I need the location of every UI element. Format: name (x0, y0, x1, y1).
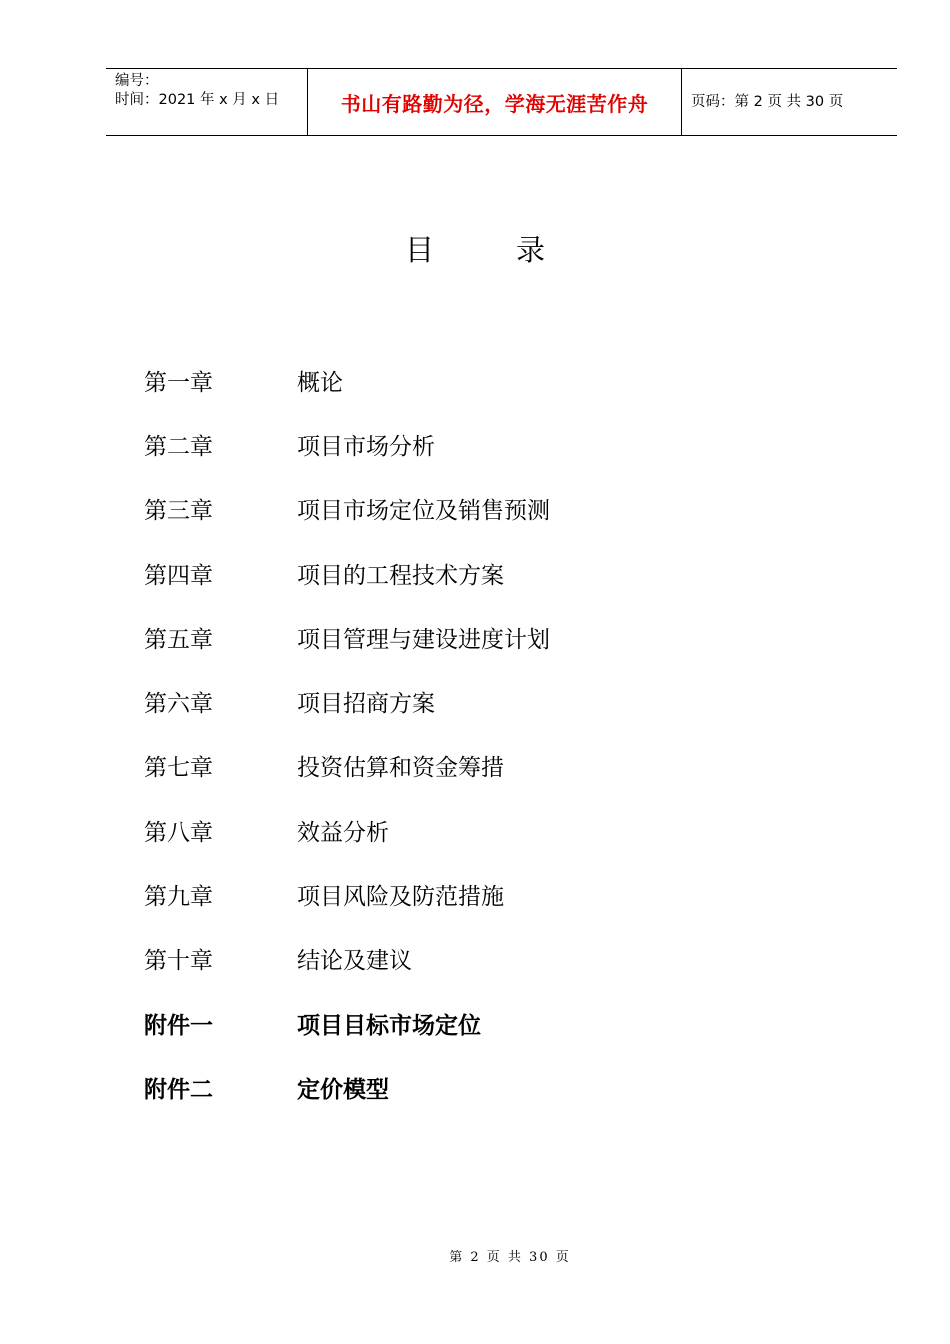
toc-item (144, 991, 550, 1055)
toc-title: 项目的工程技术方案 (297, 562, 504, 589)
toc-chapter: 第七章 (144, 755, 213, 782)
header-page-info: 页码：第 2 页 共 30 页 (691, 93, 844, 110)
toc-title: 定价模型 (297, 1076, 389, 1103)
toc-title: 项目管理与建设进度计划 (297, 626, 550, 653)
page-footer: 第 2 页 共 30 页 (449, 1250, 571, 1265)
toc-chapter: 第三章 (144, 498, 213, 525)
toc-title: 项目风险及防范措施 (297, 884, 504, 911)
toc-item (144, 927, 550, 991)
table-of-contents (144, 348, 550, 1120)
toc-title: 项目市场分析 (297, 433, 435, 460)
header-motto: 书山有路勤为径，学海无涯苦作舟 (340, 91, 649, 116)
header-page-cell (682, 69, 897, 135)
toc-title: 项目市场定位及销售预测 (297, 498, 550, 525)
toc-item (144, 605, 550, 669)
toc-item (144, 798, 550, 862)
document-number-label: 编号： (115, 73, 159, 89)
toc-item (144, 734, 550, 798)
document-date: 时间：2021 年 x 月 x 日 (115, 92, 280, 108)
header-motto-cell (308, 69, 682, 135)
toc-chapter: 第八章 (144, 819, 213, 846)
page-title: 目录 (404, 233, 627, 267)
toc-chapter: 第二章 (144, 433, 213, 460)
toc-title: 投资估算和资金筹措 (297, 755, 504, 782)
toc-chapter: 第六章 (144, 691, 213, 718)
toc-title: 结论及建议 (297, 948, 412, 975)
toc-item (144, 862, 550, 926)
toc-chapter: 第五章 (144, 626, 213, 653)
toc-title: 项目目标市场定位 (297, 1012, 481, 1039)
toc-title: 项目招商方案 (297, 691, 435, 718)
toc-chapter: 附件二 (144, 1076, 213, 1103)
page-header (106, 68, 897, 136)
header-meta-cell (106, 69, 308, 135)
toc-item (144, 541, 550, 605)
toc-chapter: 第九章 (144, 884, 213, 911)
toc-chapter: 附件一 (144, 1012, 213, 1039)
toc-item (144, 412, 550, 476)
toc-chapter: 第十章 (144, 948, 213, 975)
toc-item (144, 669, 550, 733)
toc-item (144, 477, 550, 541)
toc-item (144, 1055, 550, 1119)
toc-title: 概论 (297, 369, 343, 396)
toc-chapter: 第四章 (144, 562, 213, 589)
toc-chapter: 第一章 (144, 369, 213, 396)
toc-title: 效益分析 (297, 819, 389, 846)
toc-item (144, 348, 550, 412)
